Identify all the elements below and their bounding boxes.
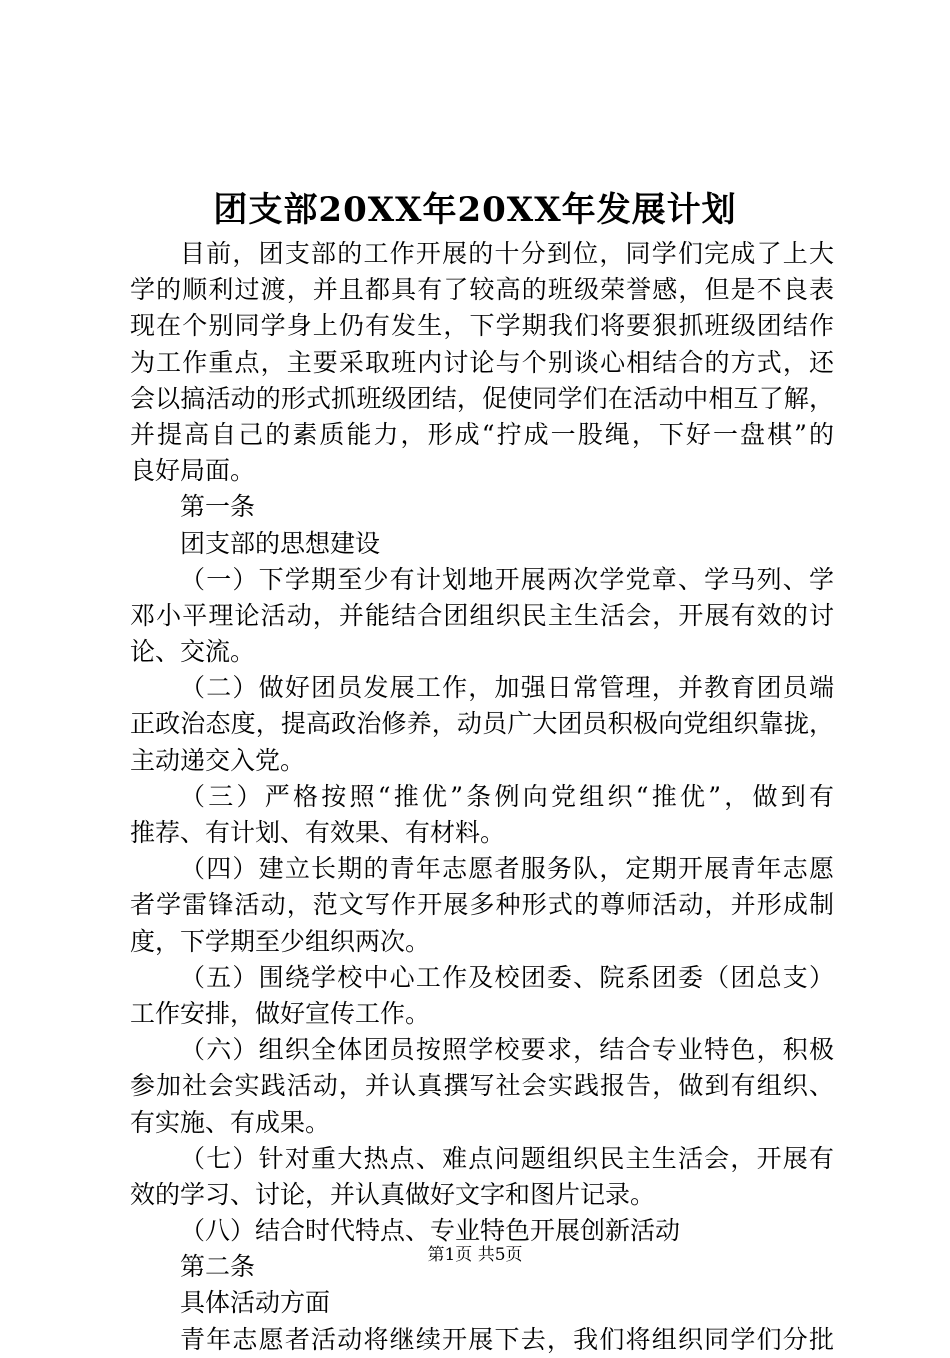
text-line: 并提高自己的素质能力，形成“拧成一股绳，下好一盘棋”的: [130, 419, 834, 449]
text-line: （一）下学期至少有计划地开展两次学党章、学马列、学: [180, 564, 834, 594]
document-title: 团支部20XX年20XX年发展计划: [213, 190, 737, 230]
section-subheading: 团支部的思想建设: [180, 528, 381, 558]
text-line: （八）结合时代特点、专业特色开展创新活动: [180, 1216, 681, 1246]
text-line: （三）严格按照“推优”条例向党组织“推优”，做到有: [180, 781, 834, 811]
section-heading: 第一条: [180, 492, 256, 522]
text-line: 推荐、有计划、有效果、有材料。: [130, 818, 506, 847]
text-line: 有实施、有成果。: [130, 1107, 331, 1137]
text-line: 学的顺利过渡，并且都具有了较高的班级荣誉感，但是不良表: [130, 275, 834, 305]
text-line: （五）围绕学校中心工作及校团委、院系团委（团总支）: [180, 962, 834, 992]
text-line: 工作安排，做好宣传工作。: [130, 998, 431, 1028]
section-heading: 第二条: [180, 1252, 256, 1282]
text-line: （六）组织全体团员按照学校要求，结合专业特色，积极: [180, 1035, 834, 1065]
text-line: 论、交流。: [130, 637, 256, 667]
document-body: [130, 236, 834, 1358]
text-line: 会以搞活动的形式抓班级团结，促使同学们在活动中相互了解，: [130, 383, 834, 413]
page-number: 第1页 共5页: [427, 1245, 523, 1265]
text-line: 现在个别同学身上仍有发生，下学期我们将要狠抓班级团结作: [130, 311, 834, 341]
text-line: 目前，团支部的工作开展的十分到位，同学们完成了上大: [180, 239, 834, 268]
text-line: 主动递交入党。: [130, 745, 306, 775]
text-line: 正政治态度，提高政治修养，动员广大团员积极向党组织靠拢，: [130, 709, 834, 739]
text-line: （七）针对重大热点、难点问题组织民主生活会，开展有: [180, 1143, 834, 1173]
text-line: 青年志愿者活动将继续开展下去，我们将组织同学们分批: [180, 1324, 834, 1354]
text-line: 度，下学期至少组织两次。: [130, 926, 431, 956]
text-line: 良好局面。: [130, 456, 256, 486]
section-subheading: 具体活动方面: [180, 1288, 331, 1318]
text-line: 为工作重点，主要采取班内讨论与个别谈心相结合的方式，还: [130, 347, 834, 377]
text-line: 者学雷锋活动，范文写作开展多种形式的尊师活动，并形成制: [130, 890, 834, 920]
text-line: 参加社会实践活动，并认真撰写社会实践报告，做到有组织、: [130, 1071, 834, 1101]
text-line: 邓小平理论活动，并能结合团组织民主生活会，开展有效的讨: [130, 600, 834, 630]
text-line: 效的学习、讨论，并认真做好文字和图片记录。: [130, 1179, 656, 1209]
text-line: （二）做好团员发展工作，加强日常管理，并教育团员端: [180, 673, 834, 703]
text-line: （四）建立长期的青年志愿者服务队，定期开展青年志愿: [180, 854, 834, 884]
